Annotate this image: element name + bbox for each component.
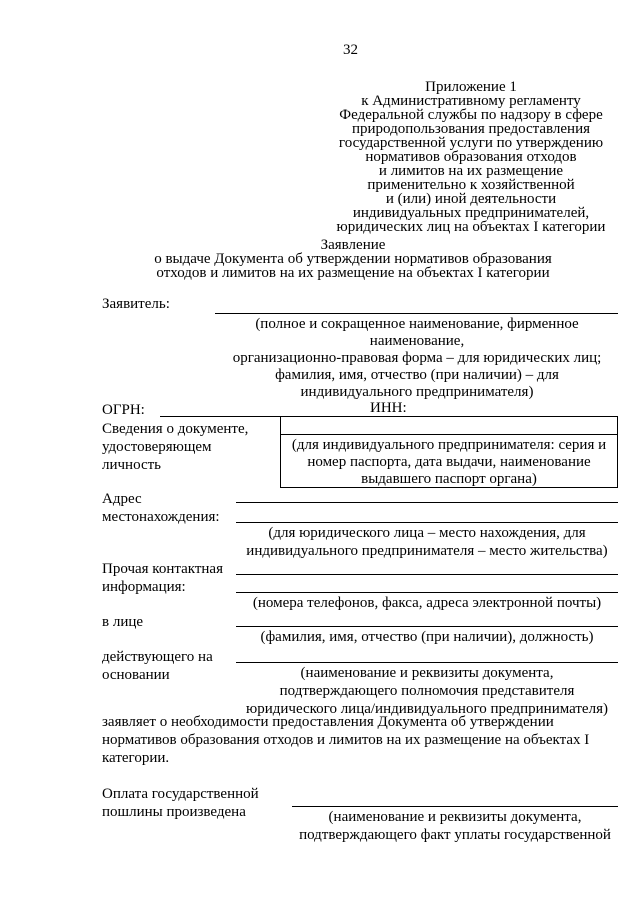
- appendix-line: индивидуальных предпринимателей,: [352, 205, 590, 221]
- basis-hint-line: юридического лица/индивидуального предпринимателя): [246, 701, 608, 717]
- appendix-line: нормативов образования отходов: [365, 149, 577, 165]
- appendix-line: и (или) иной деятельности: [385, 191, 557, 207]
- identity-hint: [283, 437, 615, 488]
- address-hint-line: индивидуального предпринимателя – место жительства): [246, 543, 608, 559]
- payment-hint-line: подтверждающего факт уплаты государственной: [299, 827, 611, 843]
- basis-field-line[interactable]: [236, 662, 618, 663]
- address-label-line: местонахождения:: [102, 509, 220, 525]
- page-number: 32: [343, 42, 358, 58]
- applicant-hint-line: фамилия, имя, отчество (при наличии) – для: [275, 367, 559, 383]
- ogrn-label: ОГРН:: [102, 402, 145, 418]
- appendix-line: Федеральной службы по надзору в сфере: [339, 107, 603, 123]
- statement-paragraph: [102, 713, 589, 767]
- appendix-block: [325, 80, 617, 234]
- form-title: Заявление: [320, 237, 386, 253]
- identity-hint-line: номер паспорта, дата выдачи, наименование: [307, 454, 591, 470]
- payment-hint-line: (наименование и реквизиты документа,: [328, 809, 582, 825]
- contact-label: [102, 560, 223, 596]
- applicant-hint-line: организационно-правовая форма – для юридических лиц;: [232, 350, 602, 366]
- statement-line: заявляет о необходимости предоставления Документа об утверждении: [102, 714, 554, 730]
- identity-label: [102, 420, 248, 474]
- identity-label-line: Сведения о документе,: [102, 421, 249, 437]
- appendix-line: к Административному регламенту: [361, 93, 581, 109]
- payment-label-line: пошлины произведена: [102, 804, 246, 820]
- appendix-line: государственной услуги по утверждению: [338, 135, 604, 151]
- form-subtitle-line: о выдаче Документа об утверждении нормативов образования: [154, 251, 552, 267]
- person-label: в лице: [102, 614, 144, 630]
- contact-field-line-1[interactable]: [236, 574, 618, 575]
- basis-label-line: основании: [102, 667, 170, 683]
- address-label: [102, 490, 220, 526]
- form-subtitle-line: отходов и лимитов на их размещение на объектах I категории: [156, 265, 550, 281]
- appendix-line: Приложение 1: [425, 79, 517, 95]
- identity-hint-line: (для индивидуального предпринимателя: серия и: [291, 437, 607, 453]
- person-hint: [236, 628, 618, 646]
- applicant-hint-line: наименование,: [369, 333, 465, 349]
- identity-label-line: личность: [102, 457, 162, 473]
- statement-line: нормативов образования отходов и лимитов на их размещение на объектах I: [102, 732, 590, 748]
- contact-hint: [236, 594, 618, 612]
- form-heading: [100, 238, 606, 280]
- basis-label: [102, 648, 213, 684]
- statement-line: категории.: [102, 750, 170, 766]
- contact-hint-line: (номера телефонов, факса, адреса электронной почты): [252, 595, 602, 611]
- appendix-line: природопользования предоставления: [351, 121, 591, 137]
- address-hint-line: (для юридического лица – место нахождения, для: [268, 525, 586, 541]
- applicant-hint: [218, 316, 616, 401]
- basis-hint-line: подтверждающего полномочия представителя: [279, 683, 575, 699]
- appendix-line: юридических лиц на объектах I категории: [336, 219, 606, 235]
- address-label-line: Адрес: [102, 491, 142, 507]
- person-hint-line: (фамилия, имя, отчество (при наличии), должность): [260, 629, 594, 645]
- payment-field-line[interactable]: [292, 806, 618, 807]
- applicant-hint-line: индивидуального предпринимателя): [300, 384, 534, 400]
- basis-hint-line: (наименование и реквизиты документа,: [300, 665, 554, 681]
- contact-label-line: информация:: [102, 579, 186, 595]
- inn-label: ИНН:: [370, 400, 407, 416]
- appendix-line: и лимитов на их размещение: [378, 163, 564, 179]
- payment-label: [102, 785, 259, 821]
- applicant-hint-line: (полное и сокращенное наименование, фирменное: [255, 316, 579, 332]
- payment-label-line: Оплата государственной: [102, 786, 259, 802]
- basis-hint: [236, 664, 618, 718]
- person-field-line[interactable]: [236, 626, 618, 627]
- payment-hint: [292, 808, 618, 844]
- address-hint: [236, 524, 618, 560]
- basis-label-line: действующего на: [102, 649, 213, 665]
- identity-field-divider: [280, 434, 618, 435]
- contact-label-line: Прочая контактная: [102, 561, 223, 577]
- address-field-line-2[interactable]: [236, 522, 618, 523]
- appendix-line: применительно к хозяйственной: [367, 177, 575, 193]
- identity-label-line: удостоверяющем: [102, 439, 212, 455]
- applicant-label: Заявитель:: [102, 296, 170, 312]
- contact-field-line-2[interactable]: [236, 592, 618, 593]
- address-field-line-1[interactable]: [236, 502, 618, 503]
- identity-hint-line: выдавшего паспорт органа): [361, 471, 537, 487]
- applicant-field-line[interactable]: [215, 313, 618, 314]
